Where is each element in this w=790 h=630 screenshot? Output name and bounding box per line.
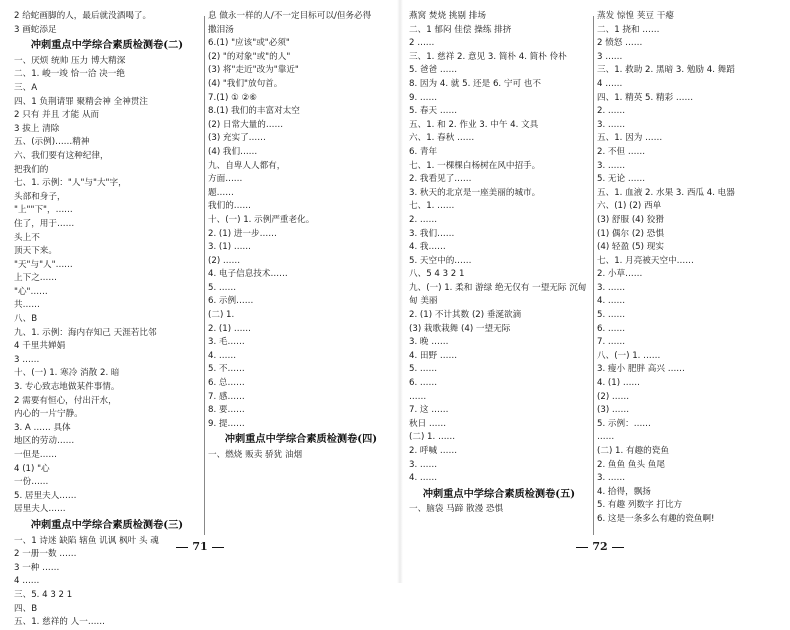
answer-line: 4. 田野 …… <box>409 350 458 361</box>
answer-line: (2) 日常大量的…… <box>208 119 284 130</box>
answer-line: 4 (1) "心 <box>14 463 50 474</box>
answer-line: 五、1. 因为 …… <box>597 133 663 144</box>
answer-line: 2. 我看见了…… <box>409 174 472 185</box>
answer-line: 4. …… <box>409 473 438 484</box>
page-number-left <box>140 540 260 553</box>
section-heading: 冲刺重点中学综合素质检测卷(五) <box>422 487 576 500</box>
answer-line: 2 需要有恒心，付出汗水， <box>14 395 117 406</box>
answer-line: 4. (1) …… <box>597 378 641 389</box>
answer-line: 4 千里共婵娟 <box>14 341 66 352</box>
answer-line: 顶天下来。 <box>14 246 57 257</box>
answer-line: 5. 春天 …… <box>409 106 458 117</box>
answer-line: 九、1. 示例：海内存知己 天涯若比邻 <box>14 327 157 338</box>
answer-line: 二、1 挠和 …… <box>597 24 660 35</box>
answer-line: 二、1. 峻一竣 恰一洽 决一绝 <box>14 69 125 80</box>
answer-line: 地区的劳动…… <box>14 436 75 447</box>
answer-line: …… <box>597 432 615 443</box>
answer-line: 3. 专心致志地做某件事情。 <box>14 382 120 393</box>
answer-line: 八、B <box>14 314 38 325</box>
answer-line: "天"与"人"…… <box>14 259 73 270</box>
answer-line: 4. 拾得，飘扬 <box>597 486 651 497</box>
answer-line: 2. …… <box>409 214 438 225</box>
answer-line: 五、1. 和 2. 作业 3. 中午 4. 文具 <box>409 119 539 130</box>
book-gutter <box>397 0 403 583</box>
answer-line: 撒泪汤 <box>208 24 234 35</box>
answer-line: 头上不 <box>14 232 40 243</box>
answer-line: 3. 秋天的北京是一座美丽的城市。 <box>409 187 541 198</box>
answer-line: 方面…… <box>208 174 243 185</box>
answer-line: 五、1. 慈祥的 人一…… <box>14 617 106 628</box>
answer-line: 题…… <box>208 187 234 198</box>
answer-line: 6. 青年 <box>409 146 438 157</box>
answer-line: 3. …… <box>597 282 626 293</box>
answer-line: 四、1 负荆请罪 聚精会神 全神贯注 <box>14 96 148 107</box>
answer-line: 7. …… <box>597 337 626 348</box>
answer-line: 2. (1) …… <box>208 323 252 334</box>
answer-line: 十、(一) 1. 示例严重老化。 <box>208 214 315 225</box>
answer-line: 6. 这是一条多么有趣的瓷鱼啊! <box>597 513 715 524</box>
answer-line: 2 …… <box>409 38 435 49</box>
answer-line: 蒸发 惊惶 荚豆 干瘪 <box>597 11 674 21</box>
answer-line: 3. …… <box>597 119 626 130</box>
answer-line: 6. 总…… <box>208 378 245 389</box>
answer-line: 七、1. …… <box>409 201 455 212</box>
left-page <box>10 10 395 628</box>
answer-line: 5. 不…… <box>208 364 245 375</box>
answer-line: (二) 1. 有趣的瓷鱼 <box>597 446 669 456</box>
answer-line: 七、1. 示例："人"与"大"字， <box>14 178 127 189</box>
answer-line: (2) …… <box>597 391 630 402</box>
answer-line: 把我们的 <box>14 164 49 175</box>
answer-line: 5. 示例：…… <box>597 418 651 429</box>
answer-column-3 <box>409 10 589 535</box>
answer-line: 2. (1) 进一步…… <box>208 228 277 239</box>
answer-line: 2. (1) 不计其数 (2) 垂涎欲滴 <box>409 310 522 321</box>
answer-line: 一、燃烧 贩卖 骄犹 油烟 <box>208 450 303 460</box>
answer-line: 5. …… <box>208 282 237 293</box>
answer-line: 8. 要…… <box>208 405 245 416</box>
answer-line: (二) 1. <box>208 310 235 321</box>
answer-line: 5. 无论 …… <box>597 174 646 185</box>
answer-line: 5. …… <box>409 364 438 375</box>
answer-line: 3 画蛇添足 <box>14 24 57 35</box>
answer-line: 八、(一) 1. …… <box>597 350 661 361</box>
answer-line: 五、(示例)……精神 <box>14 137 90 148</box>
answer-line: (3) 充实了…… <box>208 133 266 144</box>
answer-line: (3) …… <box>597 405 630 416</box>
answer-line: 一、脑袋 马蹄 散漫 恐惧 <box>409 504 504 515</box>
answer-line: 8. 因为 4. 就 5. 还是 6. 宁可 也不 <box>409 78 541 89</box>
answer-line: 7. 这 …… <box>409 405 449 416</box>
answer-line: 8.(1) 我们的丰富对太空 <box>208 106 300 117</box>
answer-line: 四、B <box>14 603 38 614</box>
section-heading: 冲刺重点中学综合素质检测卷(四) <box>224 433 378 446</box>
answer-line: 9. …… <box>409 92 438 103</box>
answer-line: (2) …… <box>208 255 241 266</box>
answer-line: 三、1. 慈祥 2. 意见 3. 简朴 4. 简朴 伶朴 <box>409 51 567 62</box>
answer-line: 3 一种 …… <box>14 562 60 573</box>
answer-line: (2) "的对象"或"的人" <box>208 51 291 62</box>
answer-line: 共…… <box>14 300 40 311</box>
answer-line: 3. 晚 …… <box>409 337 449 348</box>
answer-line: 九、(一) 1. 柔和 游绿 绝无仅有 一望无际 沉甸 <box>409 282 587 293</box>
answer-line: 四、1. 精英 5. 精彩 …… <box>597 92 694 103</box>
answer-line: 六、1. 春秋 …… <box>409 133 475 144</box>
answer-line: 十、(一) 1. 寒冷 消散 2. 暗 <box>14 368 120 379</box>
answer-line: 4. 我…… <box>409 242 446 253</box>
answer-line: 5. 爸爸 …… <box>409 65 458 76</box>
answer-line: 6. 示例…… <box>208 296 254 307</box>
answer-line: 甸 美丽 <box>409 296 438 307</box>
answer-line: 六、我们要有这种纪律， <box>14 150 109 161</box>
answer-line: 我们的…… <box>208 201 251 212</box>
page-number-right-text: 72 <box>592 540 608 553</box>
answer-line: 6.(1) "应该"或"必须" <box>208 38 290 49</box>
answer-line: 5. 天空中的…… <box>409 255 472 266</box>
answer-line: 一份…… <box>14 477 49 488</box>
answer-line: 2 愤怒 …… <box>597 38 643 49</box>
answer-line: 3 …… <box>14 354 40 365</box>
answer-line: 头部和身子， <box>14 191 66 202</box>
answer-line: 3. …… <box>409 459 438 470</box>
answer-line: 3. A …… 具体 <box>14 422 71 433</box>
page-number-right <box>540 540 660 553</box>
answer-line: 7. 感…… <box>208 391 245 402</box>
answer-line: 5. 有趣 列数字 打比方 <box>597 500 683 511</box>
answer-line: 3. (1) …… <box>208 242 252 253</box>
answer-line: (二) 1. …… <box>409 432 456 443</box>
answer-line: 3. …… <box>597 160 626 171</box>
answer-line: 4. …… <box>597 296 626 307</box>
answer-line: 八、5 4 3 2 1 <box>409 269 465 280</box>
answer-line: 上下之…… <box>14 273 57 284</box>
section-heading: 冲刺重点中学综合素质检测卷(二) <box>30 39 184 52</box>
right-page <box>405 10 785 535</box>
answer-line: (3) 栽歌栽舞 (4) 一望无际 <box>409 323 511 334</box>
answer-line: (1) 偶尔 (2) 恐惧 <box>597 228 664 239</box>
answer-line: 三、5. 4 3 2 1 <box>14 589 73 600</box>
section-heading: 冲刺重点中学综合素质检测卷(三) <box>30 518 184 531</box>
answer-line: 3. 毛…… <box>208 337 245 348</box>
answer-line: 秋日 …… <box>409 418 447 429</box>
answer-line: 4. …… <box>208 350 237 361</box>
answer-line: 七、1. 一棵棵白杨树在风中招手。 <box>409 160 541 171</box>
answer-line: 3. 瘦小 肥胖 高兴 …… <box>597 364 685 375</box>
answer-line: 3 拔上 清除 <box>14 123 60 134</box>
answer-line: (4) 我们…… <box>208 146 258 157</box>
answer-line: 2. 鱼鱼 鱼头 鱼尾 <box>597 459 665 470</box>
answer-line: 3. 我们…… <box>409 228 455 239</box>
answer-line: 6. …… <box>597 323 626 334</box>
answer-line: 2. 呼喊 …… <box>409 446 458 456</box>
answer-line: 5. …… <box>597 310 626 321</box>
answer-line: 六、(1) (2) 西单 <box>597 201 662 212</box>
answer-line: 一、厌烦 统帅 压力 博大精深 <box>14 55 126 66</box>
answer-line: 7.(1) ① ②⑥ <box>208 92 257 103</box>
column-divider <box>204 16 205 535</box>
answer-line: (3) 舒服 (4) 狡猾 <box>597 214 664 225</box>
answer-line: 居里夫人…… <box>14 504 66 515</box>
answer-line: 七、1. 月亮被天空中…… <box>597 255 694 266</box>
answer-line: 2. 不但 …… <box>597 146 646 157</box>
answer-line: 5. 居里夫人…… <box>14 490 77 501</box>
answer-line: 九、自卑人人都有， <box>208 160 286 171</box>
answer-line: 2 给蛇画脚的人，最后就没酒喝了。 <box>14 11 152 21</box>
answer-line: 内心的一片宁静。 <box>14 409 83 420</box>
answer-line: 2 一册一数 …… <box>14 549 77 560</box>
answer-line: 住了，用于…… <box>14 218 75 229</box>
answer-line: 4 …… <box>597 78 623 89</box>
answer-line: (4) 轻盈 (5) 现实 <box>597 242 664 253</box>
column-divider <box>593 16 594 535</box>
answer-column-2 <box>208 10 394 535</box>
answer-column-4 <box>597 10 783 535</box>
answer-line: 燕窝 焚烧 挑剔 排场 <box>409 11 486 21</box>
answer-line: (4) "我们"放句首。 <box>208 78 283 89</box>
answer-line: 一、1 诗迷 缺陷 辖鱼 讥讽 枫叶 头 魂 <box>14 535 159 546</box>
answer-line: 9. 提…… <box>208 418 245 429</box>
answer-line: 4. 电子信息技术…… <box>208 269 288 280</box>
answer-line: (3) 将"走近"改为"靠近" <box>208 65 299 76</box>
answer-line: "心"…… <box>14 286 48 297</box>
answer-line: 息 做永一样的人/不一定目标可以/但务必得 <box>208 11 372 21</box>
page-number-left-text: 71 <box>192 540 208 553</box>
answer-line: 2. 小草…… <box>597 269 643 280</box>
answer-line: 三、1. 救助 2. 黑暗 3. 勉励 4. 舞蹈 <box>597 65 735 76</box>
answer-line: 2 只有 并且 才能 从而 <box>14 110 100 121</box>
answer-line: "上""下"，…… <box>14 205 73 216</box>
answer-line: 三、A <box>14 82 38 93</box>
answer-line: 二、1 郁闷 佳偿 操练 排挤 <box>409 24 512 35</box>
answer-line: 3. …… <box>597 473 626 484</box>
answer-line: 五、1. 血液 2. 水果 3. 西瓜 4. 电器 <box>597 187 735 198</box>
answer-line: 6. …… <box>409 378 438 389</box>
answer-line: 4 …… <box>14 576 40 587</box>
answer-line: 一但是…… <box>14 450 57 460</box>
answer-line: …… <box>409 391 427 402</box>
answer-line: 3 …… <box>597 51 623 62</box>
answer-line: 2. …… <box>597 106 626 117</box>
